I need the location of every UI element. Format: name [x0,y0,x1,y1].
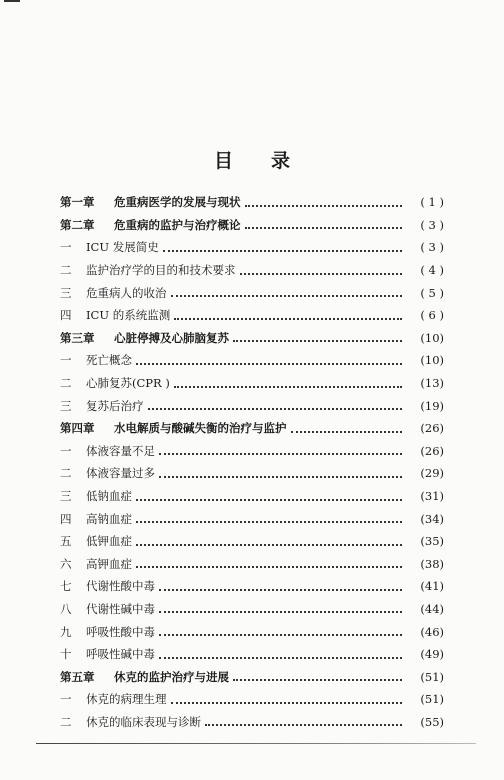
dot-leader [148,407,403,410]
entry-page-number: (10) [420,353,444,368]
entry-number: 二 [60,263,72,278]
entry-title: 死亡概念 [86,353,132,368]
toc-chapter-entry [60,327,444,350]
entry-page-number: ( 1 ) [420,195,444,210]
entry-number: 三 [60,489,72,504]
dot-leader [205,723,402,726]
entry-number: 一 [60,353,72,368]
entry-number: 二 [60,376,72,391]
dot-leader [159,656,402,659]
entry-page-number: (19) [420,398,444,413]
toc-section-entry [60,688,444,711]
entry-title: 呼吸性碱中毒 [86,647,155,662]
toc-section-entry [60,236,444,259]
entry-title: 水电解质与酸碱失衡的治疗与监护 [114,421,287,436]
dot-leader [171,294,403,297]
entry-title: 监护治疗学的目的和技术要求 [86,263,236,278]
toc-section-entry [60,711,444,734]
dot-leader [159,452,402,455]
toc-section-entry [60,372,444,395]
toc-section-entry [60,304,444,327]
entry-title: ICU 的系统监测 [86,308,171,323]
entry-title: 心肺复苏(CPR ) [86,376,170,391]
entry-page-number: (38) [420,556,444,571]
dot-leader [245,226,403,229]
entry-page-number: (13) [420,376,444,391]
footer-divider [36,743,476,744]
entry-page-number: (49) [420,647,444,662]
dot-leader [136,362,402,365]
entry-title: 休克的病理生理 [86,692,167,707]
dot-leader [174,317,402,320]
dot-leader [159,588,402,591]
dot-leader [233,678,402,681]
entry-page-number: (51) [420,692,444,707]
entry-page-number: (26) [420,443,444,458]
entry-page-number: (41) [420,579,444,594]
entry-number: 三 [60,285,72,300]
entry-number: 一 [60,443,72,458]
entry-number: 第四章 [60,421,95,436]
toc-section-entry [60,349,444,372]
entry-number: 六 [60,556,72,571]
entry-page-number: ( 3 ) [420,240,444,255]
entry-title: 体液容量不足 [86,443,155,458]
entry-number: 第五章 [60,669,95,684]
toc-section-entry [60,394,444,417]
dot-leader [245,204,403,207]
toc-section-entry [60,485,444,508]
entry-page-number: (46) [420,624,444,639]
toc-chapter-entry [60,214,444,237]
toc-section-entry [60,259,444,282]
entry-number: 一 [60,692,72,707]
entry-page-number: (51) [420,669,444,684]
toc-chapter-entry [60,665,444,688]
toc-section-entry [60,507,444,530]
toc-section-entry [60,553,444,576]
entry-page-number: (29) [420,466,444,481]
entry-number: 三 [60,398,72,413]
entry-page-number: ( 3 ) [420,217,444,232]
entry-title: 高钠血症 [86,511,132,526]
entry-number: 五 [60,534,72,549]
entry-title: 危重病的监护与治疗概论 [114,217,241,232]
dot-leader [136,543,402,546]
entry-title: 复苏后治疗 [86,398,144,413]
corner-mark [4,0,20,2]
entry-number: 四 [60,511,72,526]
entry-page-number: (34) [420,511,444,526]
title-char-1: 目 [213,150,233,172]
entry-title: ICU 发展简史 [86,240,159,255]
entry-title: 代谢性碱中毒 [86,601,155,616]
dot-leader [174,385,402,388]
toc-section-entry [60,440,444,463]
entry-title: 心脏停搏及心肺脑复苏 [114,330,229,345]
entry-number: 七 [60,579,72,594]
entry-number: 四 [60,308,72,323]
entry-title: 高钾血症 [86,556,132,571]
entry-page-number: (31) [420,489,444,504]
toc-section-entry [60,643,444,666]
entry-number: 八 [60,601,72,616]
dot-leader [171,701,403,704]
entry-title: 低钠血症 [86,489,132,504]
dot-leader [159,475,402,478]
title-char-2: 录 [271,150,291,172]
entry-number: 第三章 [60,330,95,345]
entry-number: 第二章 [60,217,95,232]
entry-title: 代谢性酸中毒 [86,579,155,594]
dot-leader [136,565,402,568]
entry-number: 二 [60,714,72,729]
entry-page-number: ( 6 ) [420,308,444,323]
toc-section-entry [60,530,444,553]
toc-chapter-entry [60,417,444,440]
toc-section-entry [60,281,444,304]
toc-section-entry [60,620,444,643]
entry-title: 体液容量过多 [86,466,155,481]
entry-title: 危重病医学的发展与现状 [114,195,241,210]
entry-page-number: (35) [420,534,444,549]
dot-leader [159,633,402,636]
entry-page-number: (26) [420,421,444,436]
entry-page-number: (55) [420,714,444,729]
dot-leader [159,610,402,613]
entry-number: 九 [60,624,72,639]
entry-title: 休克的监护治疗与进展 [114,669,229,684]
toc-chapter-entry [60,191,444,214]
dot-leader [163,249,402,252]
toc-section-entry [60,598,444,621]
page-title [0,146,504,173]
entry-title: 低钾血症 [86,534,132,549]
entry-title: 休克的临床表现与诊断 [86,714,201,729]
dot-leader [136,520,402,523]
table-of-contents [60,191,444,733]
dot-leader [233,339,402,342]
entry-page-number: (44) [420,601,444,616]
entry-page-number: (10) [420,330,444,345]
entry-page-number: ( 5 ) [420,285,444,300]
entry-page-number: ( 4 ) [420,263,444,278]
entry-number: 十 [60,647,72,662]
toc-section-entry [60,462,444,485]
entry-title: 危重病人的收治 [86,285,167,300]
dot-leader [291,430,403,433]
dot-leader [240,272,403,275]
entry-title: 呼吸性酸中毒 [86,624,155,639]
entry-number: 二 [60,466,72,481]
entry-number: 一 [60,240,72,255]
toc-section-entry [60,575,444,598]
entry-number: 第一章 [60,195,95,210]
dot-leader [136,498,402,501]
